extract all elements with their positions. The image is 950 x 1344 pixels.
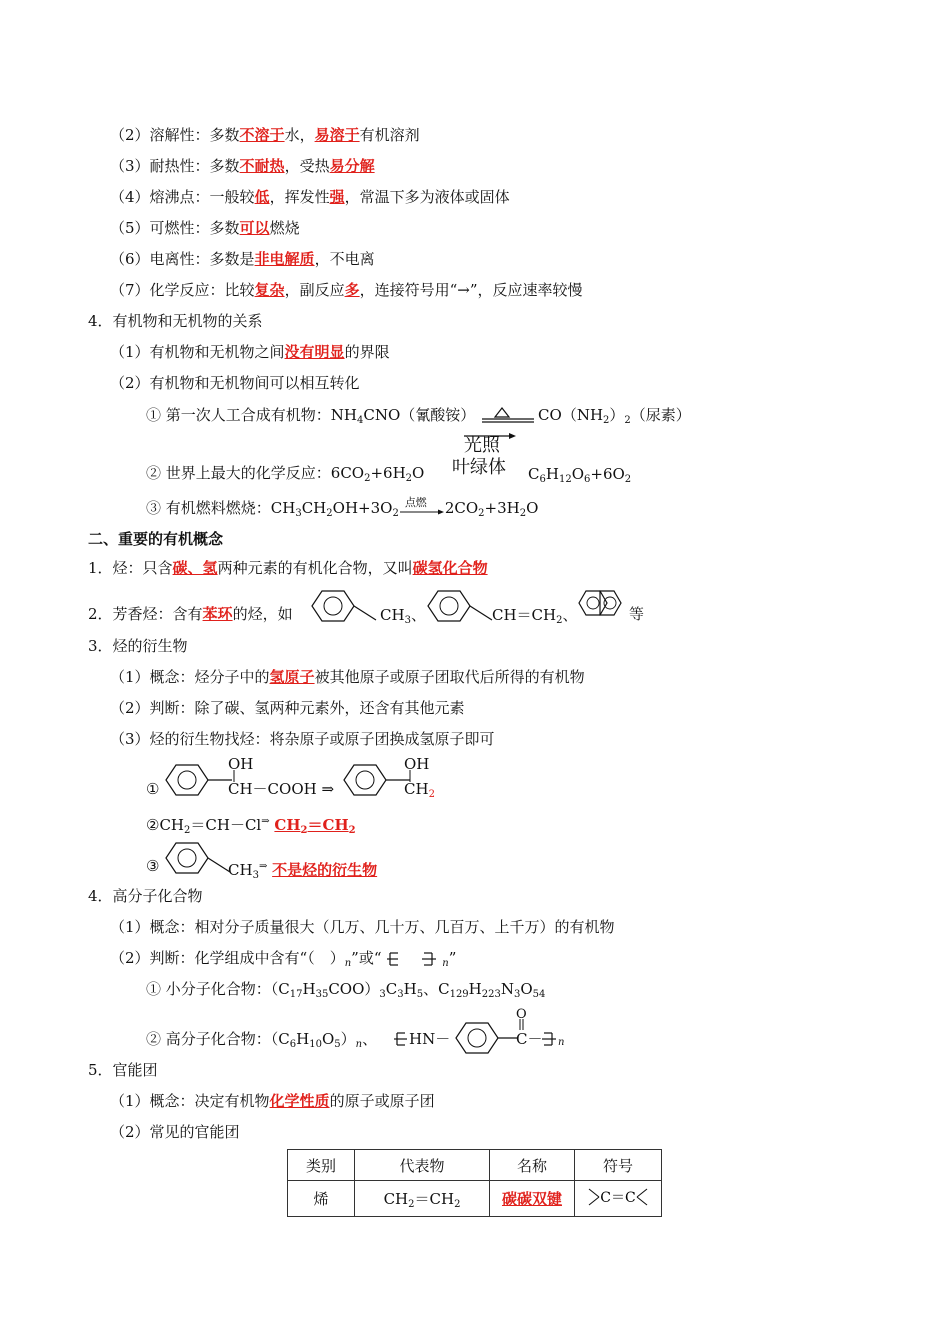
example-1-result: $CH_2$: [404, 780, 435, 800]
aromatic-end: 等: [629, 605, 645, 623]
photo-condition-below: 叶绿体: [452, 457, 506, 478]
photosynthesis-product: $C_6H_{12}O_6+6O_2$: [528, 465, 632, 485]
polymer-concept: （1）概念：相对分子质量很大（几万、几十万、几百万、上千万）的有机物: [110, 918, 615, 936]
heading-derivative: 3．烃的衍生物: [88, 637, 188, 655]
table-cell: 碳碳双键: [490, 1181, 575, 1217]
heading-functional-group: 5．官能团: [88, 1061, 158, 1079]
heading-relation: 4．有机物和无机物的关系: [88, 312, 263, 330]
naphthalene-structure-icon: [575, 586, 629, 620]
fg-concept: （1）概念：决定有机物化学性质的原子或原子团: [110, 1092, 435, 1110]
table-cell: 烯: [288, 1181, 355, 1217]
functional-group-table: [287, 1149, 662, 1217]
table-cell: $CH_2=CH_2$: [355, 1181, 490, 1217]
polymer-c: C－: [516, 1030, 543, 1048]
polymer-hn: HN－: [409, 1030, 451, 1048]
concept-aromatic: 2．芳香烃：含有苯环的烃，如: [88, 605, 293, 623]
ignite-arrow: 点燃: [399, 499, 445, 519]
example-1-chain: CH－COOH ⇒: [228, 780, 335, 798]
prop-reaction: （7）化学反应：比较复杂，副反应多，连接符号用“→”，反应速率较慢: [110, 281, 583, 299]
symbol-text: C＝C: [600, 1189, 636, 1206]
carbonyl-o: O: [516, 1007, 527, 1022]
prop-solubility: （2）溶解性：多数不溶于水，易溶于有机溶剂: [110, 126, 420, 144]
macromolecule: ② 高分子化合物：$(C_6H_{10}O_5)_n$、: [146, 1030, 378, 1050]
relation-2: （2）有机物和无机物间可以相互转化: [110, 374, 360, 392]
derivative-concept: （1）概念：烃分子中的氢原子被其他原子或原子团取代后所得的有机物: [110, 668, 585, 686]
prop-ionization: （6）电离性：多数是非电解质，不电离: [110, 250, 375, 268]
derivative-judge: （2）判断：除了碳、氢两种元素外，还含有其他元素: [110, 699, 465, 717]
heat-equilibrium-arrow-icon: [480, 406, 538, 426]
polymer-bracket-left-icon: [393, 1031, 409, 1047]
styrene-structure-icon: [422, 586, 496, 626]
prop-heat: （3）耐热性：多数不耐热，受热易分解: [110, 157, 375, 175]
example-1-oh2: OH: [404, 755, 430, 773]
table-header: 名称: [490, 1150, 575, 1181]
polymer-n: n: [558, 1037, 565, 1048]
polymer-judge: （2）判断：化学组成中含有“（ ）$_n$”或“ $_n$”: [110, 949, 457, 969]
benzene-ring-icon: [338, 760, 414, 800]
table-header: 代表物: [355, 1150, 490, 1181]
polymer-bracket-right-icon: [540, 1031, 558, 1047]
derivative-find: （3）烃的衍生物找烃：将杂原子或原子团换成氢原子即可: [110, 730, 495, 748]
photo-condition-above: 光照: [464, 435, 500, 456]
example-3-num: ③: [146, 857, 160, 875]
toluene-structure-icon: [160, 838, 236, 878]
prop-flammable: （5）可燃性：多数可以燃烧: [110, 219, 300, 237]
arrow-icon: [462, 432, 518, 440]
table-header: 符号: [575, 1150, 662, 1181]
example-2: $②CH_2=CH-Cl^\Rightarrow$ $CH_2=CH_2$: [146, 816, 356, 836]
toluene-structure-icon: [298, 586, 378, 626]
prop-boiling: （4）熔沸点：一般较低，挥发性强，常温下多为液体或固体: [110, 188, 510, 206]
photosynthesis: ② 世界上最大的化学反应：$6CO_2+6H_2O$: [146, 464, 425, 484]
urea-synthesis: ① 第一次人工合成有机物：$NH_4CNO$（氰酸铵） $CO(NH_2)_2$（尿素）: [146, 406, 691, 426]
double-bond-symbol-icon: [585, 1185, 651, 1209]
section-heading: 二、重要的有机概念: [88, 530, 224, 548]
table-cell: [575, 1181, 662, 1217]
example-1-num: ①: [146, 780, 160, 798]
toluene-label: $CH_3$、: [380, 606, 426, 626]
table-header: 类别: [288, 1150, 355, 1181]
relation-1: （1）有机物和无机物之间没有明显的界限: [110, 343, 390, 361]
combustion: ③ 有机燃料燃烧：$CH_3CH_2OH+3O_2$ 点燃 $2CO_2+3H_2O$: [146, 496, 539, 519]
small-molecule: ① 小分子化合物：$(C_{17}H_{35}COO)_3C_3H_5$、$C_{129}H_{223}N_3O_{54}$: [146, 980, 546, 1000]
example-1-oh: OH: [228, 755, 254, 773]
styrene-label: $CH=CH_2$、: [492, 606, 578, 626]
repeat-bracket-icon: [386, 951, 442, 967]
example-3-chain: $CH_3^\Rightarrow$ 不是烃的衍生物: [228, 861, 378, 881]
concept-hydrocarbon: 1．烃：只含碳、氢两种元素的有机化合物，又叫碳氢化合物: [88, 559, 488, 577]
fg-common: （2）常见的官能团: [110, 1123, 240, 1141]
benzene-ring-icon: [160, 760, 236, 800]
heading-polymer: 4．高分子化合物: [88, 887, 203, 905]
benzene-ring-icon: [450, 1018, 520, 1058]
